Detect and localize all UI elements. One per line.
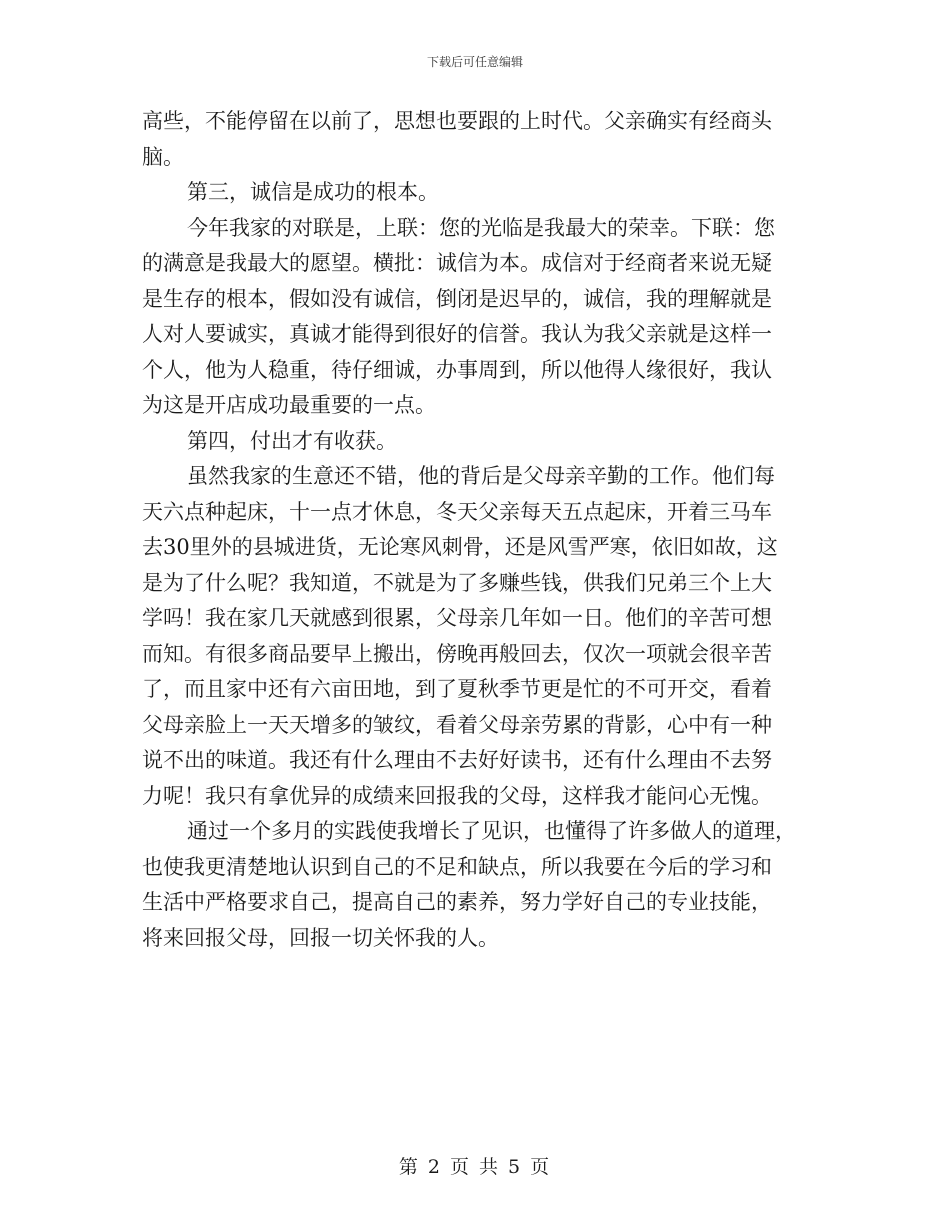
document-body	[142, 104, 810, 956]
text-line: 说不出的味道。我还有什么理由不去好好读书，还有什么理由不去努	[142, 748, 772, 772]
text-line: 虽然我家的生意还不错，他的背后是父母亲辛勤的工作。他们每	[187, 464, 775, 488]
text-line: 天六点种起床，十一点才休息，冬天父亲每天五点起床，开着三马车	[142, 499, 772, 524]
text-line: 脑。	[142, 144, 184, 169]
text-line: 通过一个多月的实践使我增长了见识，也懂得了许多做人的道理，	[187, 819, 796, 843]
text-line: 也使我更清楚地认识到自己的不足和缺点，所以我要在今后的学习和	[142, 854, 772, 879]
page-number: 第 2 页 共 5 页	[398, 1156, 552, 1178]
text-line: 将来回报父母，回报一切关怀我的人。	[142, 925, 499, 950]
text-line: 的满意是我最大的愿望。横批：诚信为本。成信对于经商者来说无疑	[142, 251, 772, 275]
text-line: 是生存的根本，假如没有诚信，倒闭是迟早的，诚信，我的理解就是	[142, 286, 772, 311]
section-heading: 第四，付出才有收获。	[187, 428, 397, 453]
text-line: 人对人要诚实，真诚才能得到很好的信誉。我认为我父亲就是这样一	[142, 322, 772, 346]
text-line: 生活中严格要求自己，提高自己的素养，努力学好自己的专业技能，	[142, 890, 772, 914]
section-heading: 第三，诚信是成功的根本。	[187, 180, 439, 204]
text-line: 为这是开店成功最重要的一点。	[142, 393, 436, 417]
text-line: 而知。有很多商品要早上搬出，傍晚再般回去，仅次一项就会很辛苦	[142, 641, 772, 666]
text-line: 个人，他为人稳重，待仔细诚，办事周到，所以他得人缘很好，我认	[142, 357, 772, 382]
text-line: 去30里外的县城进货，无论寒风刺骨，还是风雪严寒，依旧如故，这	[142, 535, 778, 559]
text-line: 了，而且家中还有六亩田地，到了夏秋季节更是忙的不可开交，看着	[142, 677, 772, 701]
text-line: 高些，不能停留在以前了，思想也要跟的上时代。父亲确实有经商头	[142, 109, 772, 133]
text-line: 力呢！我只有拿优异的成绩来回报我的父母，这样我才能问心无愧。	[142, 783, 772, 808]
text-line: 父母亲脸上一天天增多的皱纹，看着父母亲劳累的背影，心中有一种	[142, 712, 772, 737]
text-line: 是为了什么呢？我知道，不就是为了多赚些钱，供我们兄弟三个上大	[142, 570, 772, 595]
page-header: 下载后可任意编辑	[426, 55, 523, 69]
text-line: 今年我家的对联是，上联：您的光临是我最大的荣幸。下联：您	[187, 215, 775, 240]
text-line: 学吗！我在家几天就感到很累，父母亲几年如一日。他们的辛苦可想	[142, 606, 772, 630]
